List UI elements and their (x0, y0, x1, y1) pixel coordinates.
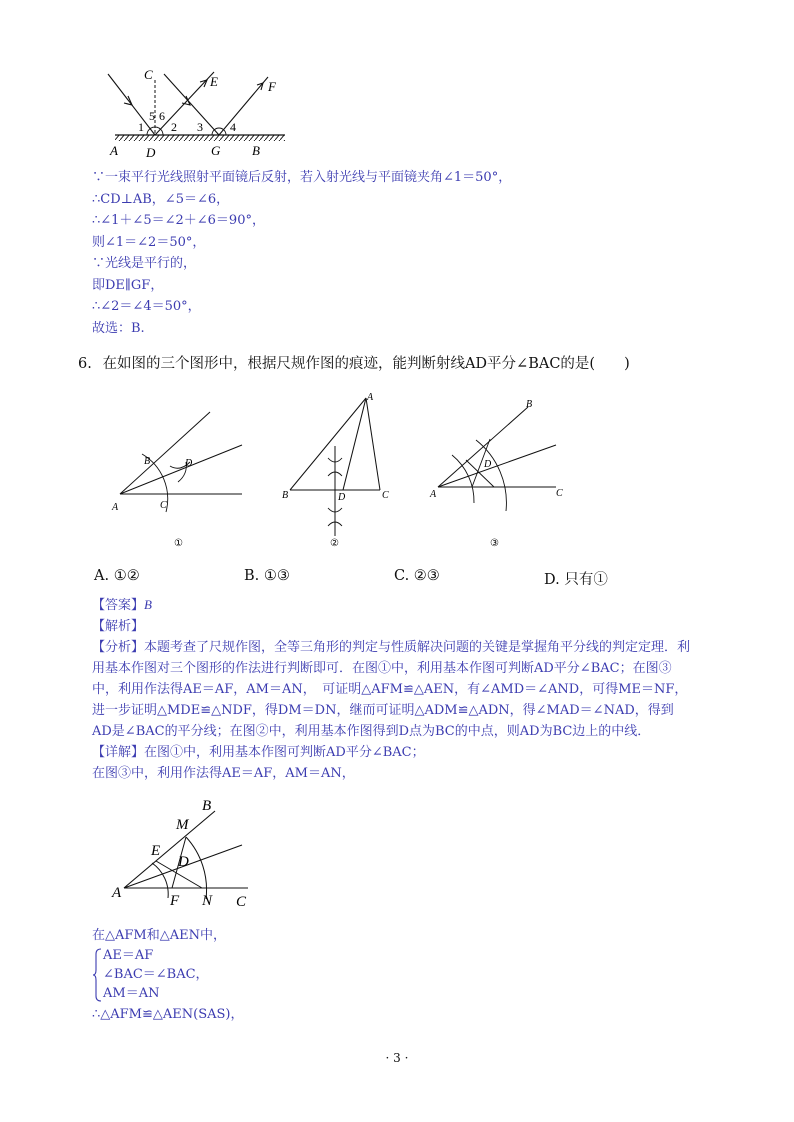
fig3-label-A: A (430, 489, 437, 500)
fenxi-line-5: AD是∠BAC的平分线；在图②中，利用基本作图得到D点为BC的中点，则AD为BC边上的中线． (92, 724, 651, 739)
proof-row-1: AE＝AF (103, 948, 154, 963)
answer-value: B (144, 597, 152, 612)
fig2-label-C: C (382, 490, 389, 501)
option-a-label: A. (94, 568, 110, 584)
label-5: 5 (149, 109, 155, 123)
answer-tag: 【答案】 (92, 598, 145, 613)
fenxi-line-3: 中，利用作法得AE＝AF，AM＝AN， 可证明△AFM≌△AEN，有∠AMD＝∠AND，可得ME＝NF， (92, 682, 688, 697)
option-a[interactable] (94, 568, 140, 584)
option-b-text: ①③ (263, 568, 290, 584)
solution-line-6: 即DE∥GF， (92, 277, 164, 293)
proof-intro: 在△AFM和△AEN中， (92, 928, 226, 943)
label-4: 4 (230, 120, 236, 134)
fig2-label-A: A (367, 392, 374, 403)
label-D: D (146, 145, 156, 160)
xiangjie-text-1: 在图①中，利用基本作图可判断AD平分∠BAC； (144, 745, 425, 760)
proof-row-3: AM＝AN (103, 986, 160, 1001)
proof-row-2: ∠BAC＝∠BAC， (103, 967, 209, 982)
fig3-caption: ③ (490, 538, 499, 549)
page-number: · 3 · (385, 1051, 409, 1065)
solution-line-2: ∴CD⊥AB，∠5＝∠6， (92, 191, 230, 207)
answer-line (92, 594, 690, 616)
fenxi-line-4: 进一步证明△MDE≌△NDF，得DM＝DN，继而可证明△ADM≌△ADN，得∠MAD＝∠NAD，得到 (92, 703, 674, 718)
label-F: F (268, 79, 276, 94)
fenxi-line-1 (92, 637, 690, 658)
label-E: E (210, 74, 218, 89)
fig1-label-D: D (185, 458, 193, 469)
bottom-label-F: F (170, 893, 180, 909)
fig3-label-B: B (526, 399, 533, 410)
fenxi-line-2: 用基本作图对三个图形的作法进行判断即可．在图①中，利用基本作图可判断AD平分∠BAC；在图③ (92, 661, 672, 676)
label-6: 6 (159, 109, 165, 123)
solution-5 (92, 167, 511, 339)
option-d-text: 只有① (564, 572, 608, 588)
answer-analysis-block (92, 594, 690, 784)
bottom-label-B: B (202, 798, 212, 814)
fig1-label-C: C (160, 500, 167, 511)
figure-3 (428, 395, 578, 550)
label-2: 2 (171, 120, 177, 134)
bottom-label-A: A (112, 885, 122, 901)
bottom-label-E: E (151, 843, 161, 859)
option-c[interactable] (394, 568, 440, 584)
fig1-label-A: A (112, 502, 119, 513)
analysis-tag: 【解析】 (92, 619, 145, 634)
fig3-label-C: C (556, 488, 563, 499)
bottom-label-D: D (178, 854, 189, 870)
solution-line-5: ∵光线是平行的， (92, 256, 197, 271)
xiangjie-line-2: 在图③中，利用作法得AE＝AF，AM＝AN， (92, 766, 355, 781)
fig2-label-D: D (338, 492, 346, 503)
bottom-label-M: M (176, 817, 189, 833)
solution-line-1: ∵一束平行光线照射平面镜后反射，若入射光线与平面镜夹角∠1＝50°， (92, 170, 512, 185)
option-c-text: ②③ (413, 568, 440, 584)
solution-line-3: ∴∠1＋∠5＝∠2＋∠6＝90°， (92, 213, 265, 228)
bottom-label-C: C (236, 894, 247, 910)
fenxi-tag: 【分析】 (92, 640, 145, 655)
option-b[interactable] (244, 568, 290, 584)
proof-system (92, 946, 209, 1003)
option-d[interactable] (544, 568, 608, 589)
mirror-reflection-figure (100, 62, 300, 162)
fig2-caption: ② (330, 538, 339, 549)
label-B: B (252, 143, 260, 158)
figure-1 (108, 400, 248, 550)
fig1-label-B: B (144, 456, 151, 467)
label-1: 1 (138, 120, 144, 134)
fig3-label-D: D (484, 459, 492, 470)
bisector-figure (110, 793, 270, 915)
option-a-text: ①② (113, 568, 140, 584)
fig1-caption: ① (174, 538, 183, 549)
fig2-label-B: B (282, 490, 289, 501)
label-G: G (211, 143, 221, 158)
option-c-label: C. (394, 568, 410, 584)
bottom-label-N: N (202, 893, 213, 909)
question-number: 6. (78, 356, 92, 372)
proof-conclusion: ∴△AFM≌△AEN(SAS)， (92, 1007, 244, 1022)
figure-2 (278, 388, 408, 553)
question-stem: 在如图的三个图形中，根据尺规作图的痕迹，能判断射线AD平分∠BAC的是( ) (102, 356, 630, 372)
solution-line-4: 则∠1＝∠2＝50°， (92, 234, 206, 250)
brace-icon (92, 948, 102, 1002)
xiangjie-line-1 (92, 742, 690, 763)
xiangjie-tag: 【详解】 (92, 745, 145, 760)
solution-line-7: ∴∠2＝∠4＝50°， (92, 299, 201, 314)
label-C: C (144, 67, 153, 82)
option-d-label: D. (544, 572, 560, 588)
label-A: A (110, 143, 118, 158)
fenxi-text-1: 本题考查了尺规作图，全等三角形的判定与性质解决问题的关键是掌握角平分线的判定定理．利 (144, 640, 691, 655)
label-3: 3 (197, 120, 203, 134)
option-b-label: B. (244, 568, 260, 584)
question-6 (78, 352, 630, 373)
solution-line-8: 故选：B. (92, 320, 145, 336)
